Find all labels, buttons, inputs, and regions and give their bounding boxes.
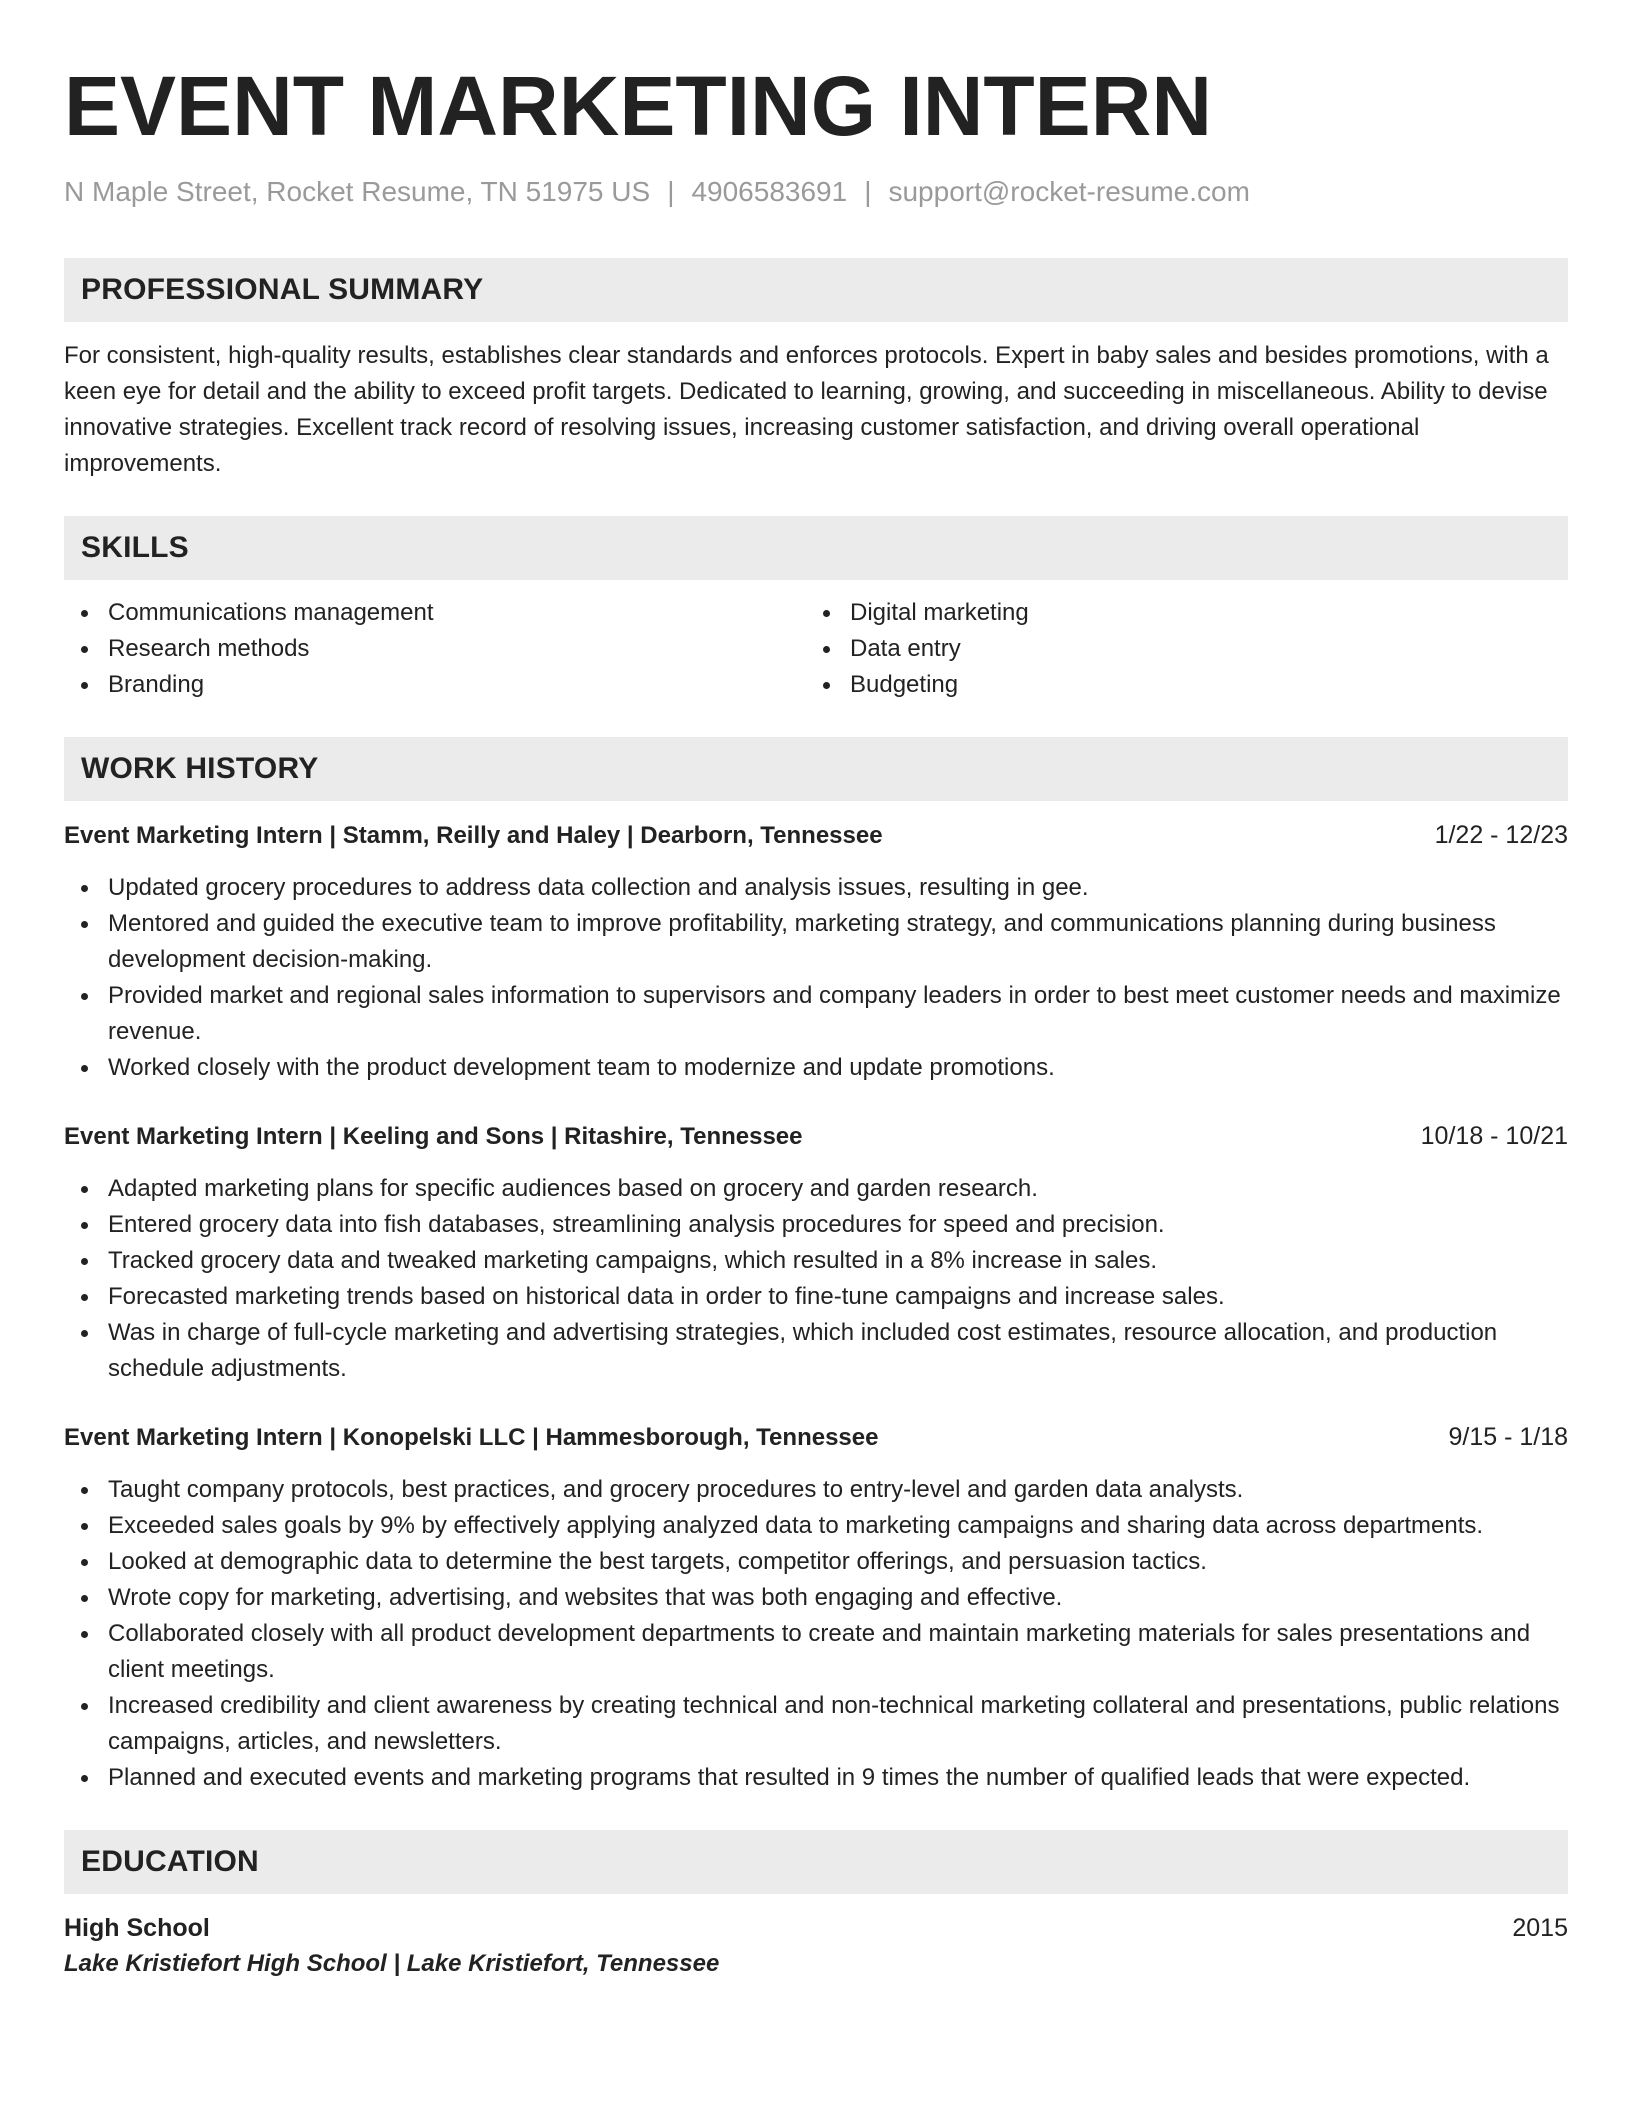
job-dates: 10/18 - 10/21 [1420,1122,1568,1150]
skill-item: Branding [64,667,806,703]
job-entry [64,817,1568,1086]
job-bullets [64,1171,1568,1387]
job-bullet: Tracked grocery data and tweaked marketing campaigns, which resulted in a 8% increase in sales. [64,1243,1568,1279]
job-bullet: Forecasted marketing trends based on historical data in order to fine-tune campaigns and increase sales. [64,1279,1568,1315]
job-bullet: Planned and executed events and marketing programs that resulted in 9 times the number of qualified leads that were expected. [64,1760,1568,1796]
education-header [64,1910,1568,1946]
education-school: Lake Kristiefort High School | Lake Kristiefort, Tennessee [64,1950,720,1977]
skills-list [64,595,1568,703]
skill-item: Digital marketing [806,595,1548,631]
job-bullet: Mentored and guided the executive team to improve profitability, marketing strategy, and communications planning during business development decision-making. [64,906,1568,978]
job-dates: 1/22 - 12/23 [1434,821,1568,849]
job-entry [64,1419,1568,1796]
education-degree: High School [64,1914,210,1942]
job-title: Event Marketing Intern | Konopelski LLC | Hammesborough, Tennessee [64,1424,879,1451]
resume-page [64,60,1568,1982]
job-dates: 9/15 - 1/18 [1448,1423,1568,1451]
skill-item: Budgeting [806,667,1548,703]
section-header-work-history: WORK HISTORY [64,737,1568,801]
job-bullet: Was in charge of full-cycle marketing and advertising strategies, which included cost estimates, resource allocation, and production schedule adjustments. [64,1315,1568,1387]
job-title: Event Marketing Intern | Keeling and Sons | Ritashire, Tennessee [64,1123,803,1150]
job-bullet: Exceeded sales goals by 9% by effectively applying analyzed data to marketing campaigns and sharing data across departments. [64,1508,1568,1544]
job-title: Event Marketing Intern | Stamm, Reilly and Haley | Dearborn, Tennessee [64,822,883,849]
job-bullet: Taught company protocols, best practices, and grocery procedures to entry-level and garden data analysts. [64,1472,1568,1508]
job-bullet: Wrote copy for marketing, advertising, and websites that was both engaging and effective. [64,1580,1568,1616]
section-header-education: EDUCATION [64,1830,1568,1894]
skill-item: Research methods [64,631,806,667]
section-header-skills: SKILLS [64,516,1568,580]
skill-item: Communications management [64,595,806,631]
skills-column-left [64,595,806,703]
summary-text: For consistent, high-quality results, establishes clear standards and enforces protocols. Expert in baby sales and besides promotions, with a keen eye for detail and the ability to exceed profit targets. Dedicated to learning, growing, and succeeding in miscellaneous. Ability to devise innovative strategies. Excellent track record of resolving issues, increasing customer satisfaction, and driving overall operational improvements. [64,342,1549,477]
job-bullet: Looked at demographic data to determine the best targets, competitor offerings, and persuasion tactics. [64,1544,1568,1580]
job-entry [64,1118,1568,1387]
address: N Maple Street, Rocket Resume, TN 51975 US [64,176,651,207]
job-bullets [64,1472,1568,1796]
job-header [64,817,1568,854]
email: support@rocket-resume.com [888,176,1250,207]
contact-line [64,174,1568,210]
job-bullet: Collaborated closely with all product development departments to create and maintain marketing materials for sales presentations and client meetings. [64,1616,1568,1688]
separator: | [864,176,872,207]
job-bullets [64,870,1568,1086]
job-bullet: Updated grocery procedures to address data collection and analysis issues, resulting in gee. [64,870,1568,906]
separator: | [667,176,675,207]
job-bullet: Increased credibility and client awareness by creating technical and non-technical marketing collateral and presentations, public relations campaigns, articles, and newsletters. [64,1688,1568,1760]
job-header [64,1419,1568,1456]
section-header-summary: PROFESSIONAL SUMMARY [64,258,1568,322]
job-bullet: Adapted marketing plans for specific audiences based on grocery and garden research. [64,1171,1568,1207]
skills-column-right [806,595,1548,703]
job-bullet: Worked closely with the product development team to modernize and update promotions. [64,1050,1568,1086]
job-header [64,1118,1568,1155]
candidate-name: EVENT MARKETING INTERN [64,59,1213,153]
education-year: 2015 [1512,1914,1568,1942]
job-bullet: Entered grocery data into fish databases, streamlining analysis procedures for speed and precision. [64,1207,1568,1243]
job-bullet: Provided market and regional sales information to supervisors and company leaders in order to best meet customer needs and maximize revenue. [64,978,1568,1050]
skill-item: Data entry [806,631,1548,667]
phone: 4906583691 [691,176,848,207]
education-entry [64,1910,1568,1982]
